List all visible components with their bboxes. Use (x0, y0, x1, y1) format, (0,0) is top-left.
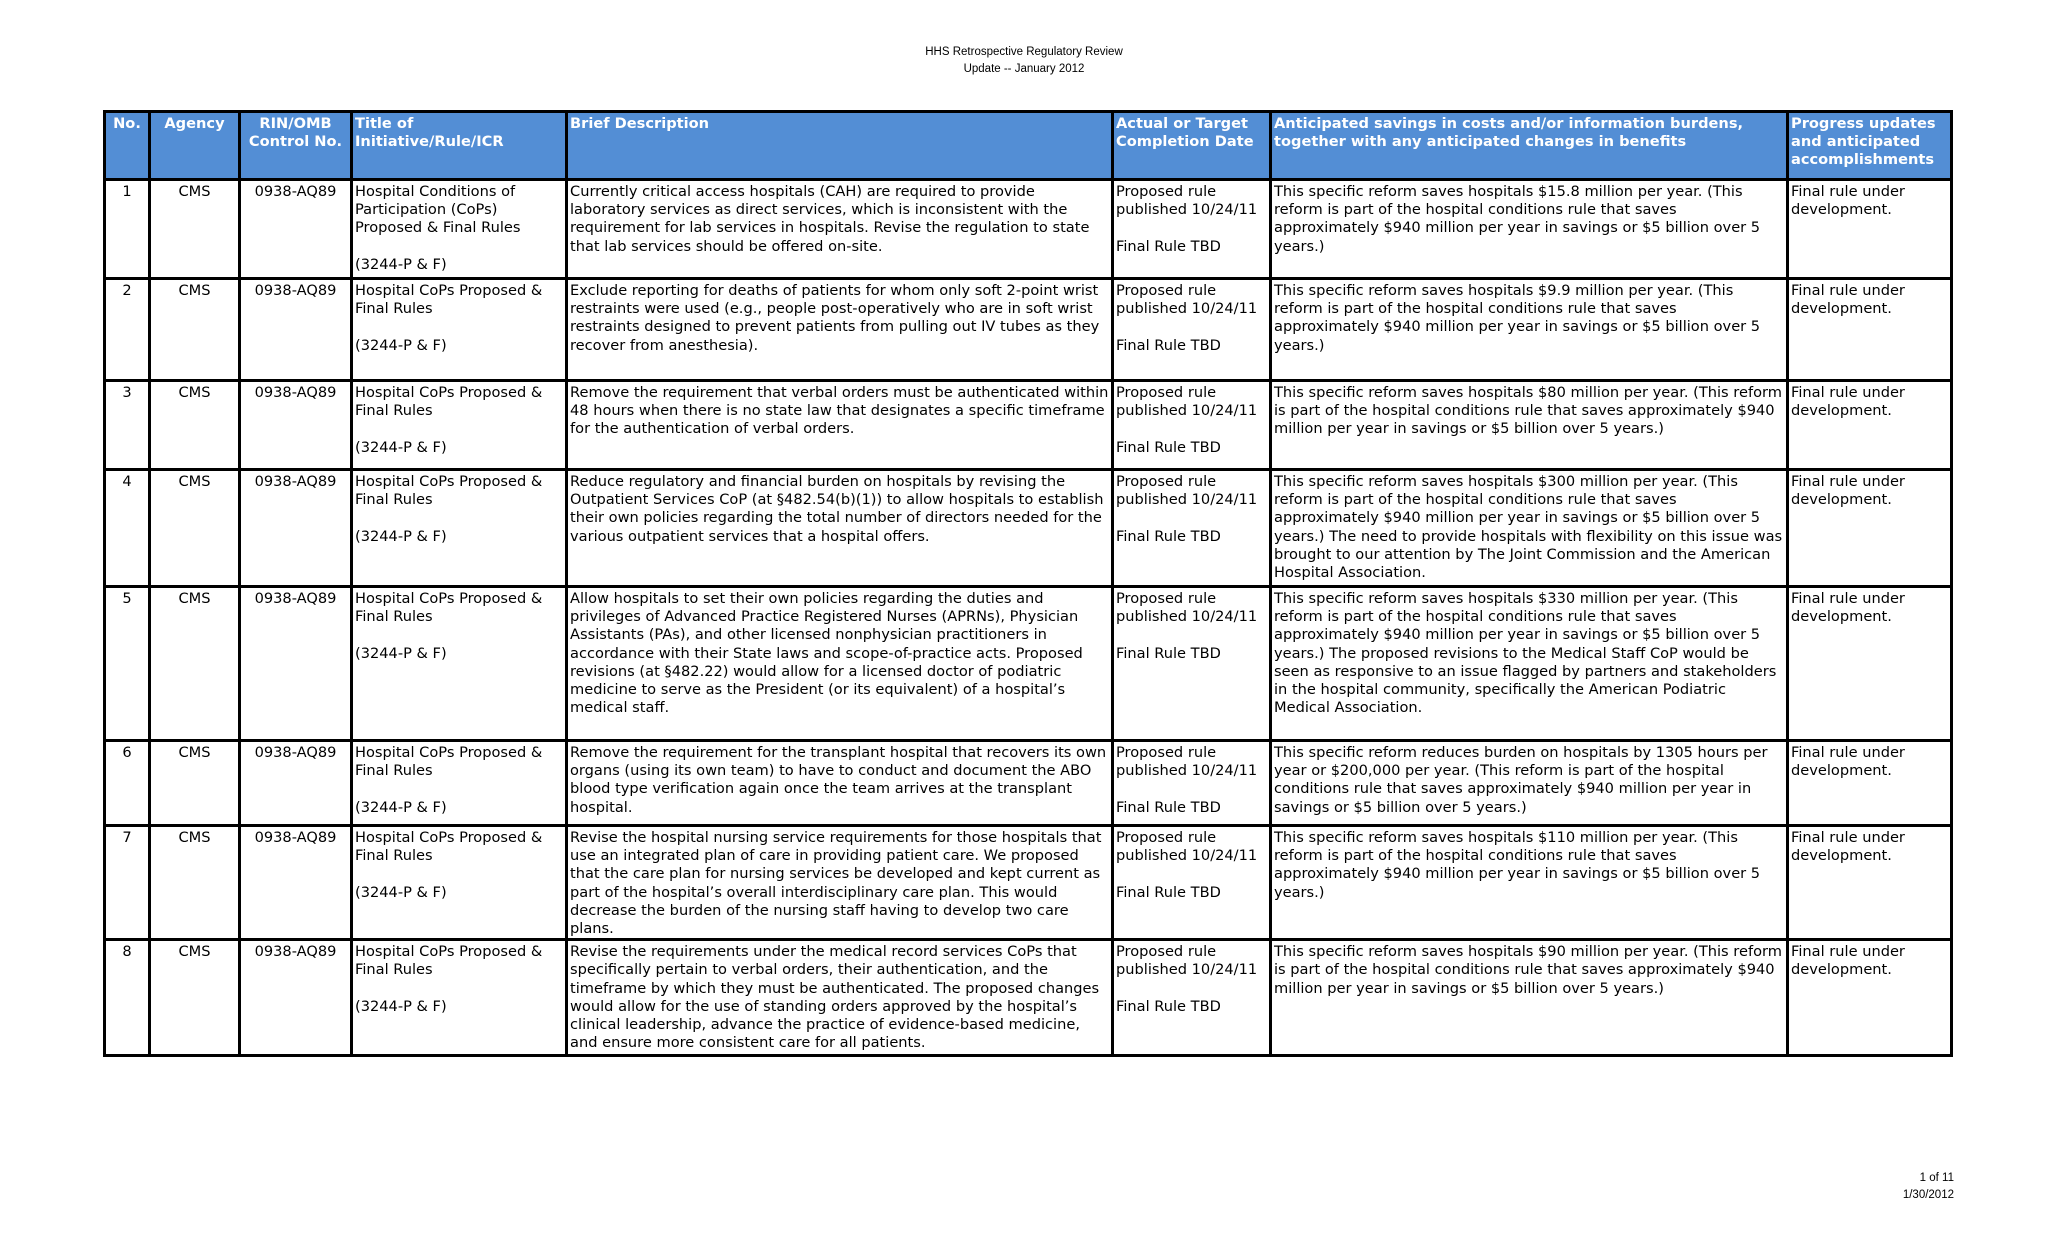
cell-agency: CMS (150, 826, 240, 940)
table-row (105, 587, 1952, 741)
proposed-date: Proposed rule published 10/24/11 (1116, 473, 1258, 509)
title-text: Hospital CoPs Proposed & Final Rules (355, 829, 543, 865)
cell-rin: 0938-AQ89 (240, 470, 352, 587)
cell-completion-date (1113, 180, 1271, 279)
proposed-date: Proposed rule published 10/24/11 (1116, 744, 1258, 780)
column-header-agency: Agency (150, 112, 240, 180)
cell-title (352, 470, 567, 587)
cell-rin: 0938-AQ89 (240, 940, 352, 1056)
document-subtitle: Update -- January 2012 (963, 63, 1085, 75)
title-text: Hospital CoPs Proposed & Final Rules (355, 473, 543, 509)
cell-description: Remove the requirement that verbal orders must be authenticated within 48 hours when there is no state law that designates a specific timeframe for the authentication of verbal orders. (567, 381, 1113, 470)
final-date: Final Rule TBD (1116, 336, 1221, 354)
cell-agency: CMS (150, 180, 240, 279)
cell-title (352, 381, 567, 470)
document-header (0, 44, 2048, 78)
cell-progress: Final rule under development. (1788, 381, 1952, 470)
cell-rin: 0938-AQ89 (240, 587, 352, 741)
cell-completion-date (1113, 940, 1271, 1056)
cell-description: Remove the requirement for the transplant hospital that recovers its own organs (using its own team) to have to conduct and document the ABO blood type verification again once the team arrives at the transplant hospital. (567, 741, 1113, 826)
cell-title (352, 279, 567, 381)
cell-title (352, 741, 567, 826)
cell-savings: This specific reform saves hospitals $90 million per year. (This reform is part of the hospital conditions rule that saves approximately $940 million per year in savings or $5 billion over 5 years.) (1271, 940, 1788, 1056)
cell-progress: Final rule under development. (1788, 279, 1952, 381)
cell-savings: This specific reform saves hospitals $110 million per year. (This reform is part of the hospital conditions rule that saves approximately $940 million per year in savings or $5 billion over 5 years.) (1271, 826, 1788, 940)
cell-no: 5 (105, 587, 150, 741)
cell-savings: This specific reform reduces burden on hospitals by 1305 hours per year or $200,000 per year. (This reform is part of the hospital conditions rule that saves approximately $940 million per year in savings or $5 billion over 5 years.) (1271, 741, 1788, 826)
final-date: Final Rule TBD (1116, 438, 1221, 456)
cell-no: 1 (105, 180, 150, 279)
final-date: Final Rule TBD (1116, 883, 1221, 901)
column-header-title: Title of Initiative/Rule/ICR (352, 112, 567, 180)
table-row (105, 470, 1952, 587)
cell-completion-date (1113, 826, 1271, 940)
cell-progress: Final rule under development. (1788, 826, 1952, 940)
table-row (105, 180, 1952, 279)
cell-no: 2 (105, 279, 150, 381)
cell-agency: CMS (150, 470, 240, 587)
cell-savings: This specific reform saves hospitals $9.9 million per year. (This reform is part of the hospital conditions rule that saves approximately $940 million per year in savings or $5 billion over 5 years.) (1271, 279, 1788, 381)
table-row (105, 741, 1952, 826)
cell-agency: CMS (150, 381, 240, 470)
title-text: Hospital CoPs Proposed & Final Rules (355, 590, 543, 626)
footer-date: 1/30/2012 (1902, 1189, 1954, 1201)
proposed-date: Proposed rule published 10/24/11 (1116, 183, 1258, 219)
column-header-no: No. (105, 112, 150, 180)
cell-title (352, 826, 567, 940)
cell-rin: 0938-AQ89 (240, 826, 352, 940)
cell-no: 6 (105, 741, 150, 826)
document-title: HHS Retrospective Regulatory Review (925, 46, 1123, 58)
cell-title (352, 587, 567, 741)
cell-savings: This specific reform saves hospitals $300 million per year. (This reform is part of the hospital conditions rule that saves approximately $940 million per year in savings or $5 billion over 5 years.) The need to provide hospitals with flexibility on this issue was brought to our attention by The Joint Commission and the American Hospital Association. (1271, 470, 1788, 587)
table-header-row (105, 112, 1952, 180)
title-text: Hospital CoPs Proposed & Final Rules (355, 282, 543, 318)
cell-description: Allow hospitals to set their own policies regarding the duties and privileges of Advanced Practice Registered Nurses (APRNs), Physician Assistants (PAs), and other licensed nonphysician practitioners in accordance with their State laws and scope-of-practice acts. Proposed revisions (at §482.22) would allow for a licensed doctor of podiatric medicine to serve as the President (or its equivalent) of a hospital’s medical staff. (567, 587, 1113, 741)
cell-description: Currently critical access hospitals (CAH) are required to provide laboratory services as direct services, which is inconsistent with the requirement for lab services in hospitals. Revise the regulation to state that lab services should be offered on-site. (567, 180, 1113, 279)
cell-description: Revise the requirements under the medical record services CoPs that specifically pertain to verbal orders, their authentication, and the timeframe by which they must be authenticated. The proposed changes would allow for the use of standing orders approved by the hospital’s clinical leadership, advance the practice of evidence-based medicine, and ensure more consistent care for all patients. (567, 940, 1113, 1056)
table-row (105, 279, 1952, 381)
final-date: Final Rule TBD (1116, 997, 1221, 1015)
title-text: Hospital CoPs Proposed & Final Rules (355, 744, 543, 780)
proposed-date: Proposed rule published 10/24/11 (1116, 282, 1258, 318)
final-date: Final Rule TBD (1116, 527, 1221, 545)
title-text: Hospital Conditions of Participation (CoPs) Proposed & Final Rules (355, 183, 521, 237)
title-code: (3244-P & F) (355, 798, 447, 816)
cell-description: Revise the hospital nursing service requirements for those hospitals that use an integrated plan of care in providing patient care. We proposed that the care plan for nursing services be developed and kept current as part of the hospital’s overall interdisciplinary care plan. This would decrease the burden of the nursing staff having to develop two care plans. (567, 826, 1113, 940)
table-row (105, 826, 1952, 940)
title-code: (3244-P & F) (355, 527, 447, 545)
cell-rin: 0938-AQ89 (240, 180, 352, 279)
title-code: (3244-P & F) (355, 255, 447, 273)
cell-completion-date (1113, 470, 1271, 587)
column-header-progress: Progress updates and anticipated accomplishments (1788, 112, 1952, 180)
column-header-description: Brief Description (567, 112, 1113, 180)
title-code: (3244-P & F) (355, 336, 447, 354)
cell-rin: 0938-AQ89 (240, 741, 352, 826)
table-row (105, 381, 1952, 470)
cell-agency: CMS (150, 587, 240, 741)
cell-completion-date (1113, 381, 1271, 470)
final-date: Final Rule TBD (1116, 798, 1221, 816)
column-header-savings: Anticipated savings in costs and/or information burdens, together with any anticipated changes in benefits (1271, 112, 1788, 180)
cell-title (352, 180, 567, 279)
cell-savings: This specific reform saves hospitals $80 million per year. (This reform is part of the hospital conditions rule that saves approximately $940 million per year in savings or $5 billion over 5 years.) (1271, 381, 1788, 470)
cell-agency: CMS (150, 741, 240, 826)
cell-title (352, 940, 567, 1056)
table-row (105, 940, 1952, 1056)
title-code: (3244-P & F) (355, 883, 447, 901)
cell-progress: Final rule under development. (1788, 470, 1952, 587)
title-code: (3244-P & F) (355, 438, 447, 456)
cell-progress: Final rule under development. (1788, 180, 1952, 279)
cell-progress: Final rule under development. (1788, 587, 1952, 741)
cell-description: Exclude reporting for deaths of patients for whom only soft 2-point wrist restraints were used (e.g., people post-operatively who are in soft wrist restraints designed to prevent patients from pulling out IV tubes as they recover from anesthesia). (567, 279, 1113, 381)
cell-description: Reduce regulatory and financial burden on hospitals by revising the Outpatient Services CoP (at §482.54(b)(1)) to allow hospitals to establish their own policies regarding the total number of directors needed for the various outpatient services that a hospital offers. (567, 470, 1113, 587)
cell-completion-date (1113, 279, 1271, 381)
cell-no: 4 (105, 470, 150, 587)
cell-progress: Final rule under development. (1788, 940, 1952, 1056)
title-text: Hospital CoPs Proposed & Final Rules (355, 943, 543, 979)
title-code: (3244-P & F) (355, 644, 447, 662)
cell-savings: This specific reform saves hospitals $330 million per year. (This reform is part of the hospital conditions rule that saves approximately $940 million per year in savings or $5 billion over 5 years.) The proposed revisions to the Medical Staff CoP would be seen as responsive to an issue flagged by partners and stakeholders in the hospital community, specifically the American Podiatric Medical Association. (1271, 587, 1788, 741)
proposed-date: Proposed rule published 10/24/11 (1116, 590, 1258, 626)
cell-completion-date (1113, 741, 1271, 826)
page-footer (1903, 1170, 1954, 1204)
proposed-date: Proposed rule published 10/24/11 (1116, 384, 1258, 420)
cell-progress: Final rule under development. (1788, 741, 1952, 826)
cell-no: 7 (105, 826, 150, 940)
cell-agency: CMS (150, 279, 240, 381)
column-header-completion-date: Actual or Target Completion Date (1113, 112, 1271, 180)
page-number: 1 of 11 (1919, 1172, 1954, 1184)
cell-rin: 0938-AQ89 (240, 279, 352, 381)
cell-savings: This specific reform saves hospitals $15.8 million per year. (This reform is part of the hospital conditions rule that saves approximately $940 million per year in savings or $5 billion over 5 years.) (1271, 180, 1788, 279)
final-date: Final Rule TBD (1116, 644, 1221, 662)
title-code: (3244-P & F) (355, 997, 447, 1015)
cell-completion-date (1113, 587, 1271, 741)
column-header-rin: RIN/OMB Control No. (240, 112, 352, 180)
cell-no: 8 (105, 940, 150, 1056)
title-text: Hospital CoPs Proposed & Final Rules (355, 384, 543, 420)
cell-agency: CMS (150, 940, 240, 1056)
proposed-date: Proposed rule published 10/24/11 (1116, 943, 1258, 979)
proposed-date: Proposed rule published 10/24/11 (1116, 829, 1258, 865)
regulatory-review-table (103, 110, 1953, 1057)
cell-rin: 0938-AQ89 (240, 381, 352, 470)
final-date: Final Rule TBD (1116, 237, 1221, 255)
cell-no: 3 (105, 381, 150, 470)
